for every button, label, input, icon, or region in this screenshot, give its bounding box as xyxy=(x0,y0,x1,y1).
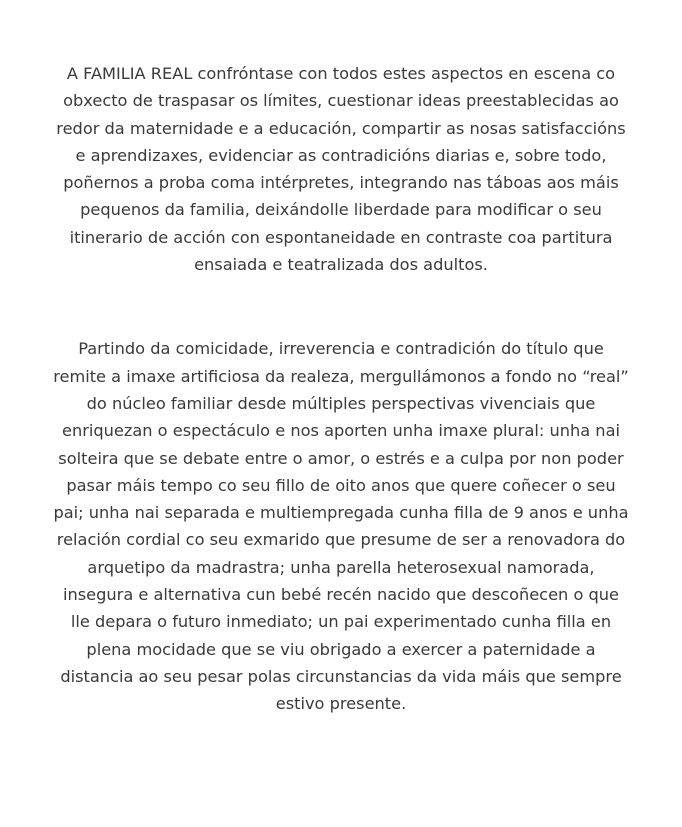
text-line: solteira que se debate entre o amor, o estrés e a culpa por non poder xyxy=(58,448,624,468)
text-line: pequenos da familia, deixándolle liberdade para modificar o seu xyxy=(80,200,602,220)
paragraph-intro xyxy=(40,60,642,278)
text-line: ensaiada e teatralizada dos adultos. xyxy=(194,255,488,275)
text-line: itinerario de acción con espontaneidade en contraste coa partitura xyxy=(69,227,613,247)
text-line: remite a imaxe artificiosa da realeza, mergullámonos a fondo no “real” xyxy=(53,366,629,386)
text-line: enriquezan o espectáculo e nos aporten unha imaxe plural: unha nai xyxy=(62,421,620,441)
text-line: plena mocidade que se viu obrigado a exercer a paternidade a xyxy=(86,639,596,659)
text-line: lle depara o futuro inmediato; un pai experimentado cunha filla en xyxy=(70,612,612,632)
article-body xyxy=(40,60,642,718)
text-line: Partindo da comicidade, irreverencia e contradición do título que xyxy=(78,339,604,359)
text-line: estivo presente. xyxy=(275,694,407,714)
text-line: insegura e alternativa cun bebé recén nacido que descoñecen o que xyxy=(62,585,619,605)
text-line: poñernos a proba coma intérpretes, integrando nas táboas aos máis xyxy=(63,173,619,193)
text-line: e aprendizaxes, evidenciar as contradicións diarias e, sobre todo, xyxy=(75,145,607,165)
text-line: pasar máis tempo co seu fillo de oito anos que quere coñecer o seu xyxy=(66,475,616,495)
text-line: A FAMILIA REAL confróntase con todos estes aspectos en escena co xyxy=(66,64,616,83)
paragraph-perspectives xyxy=(40,335,642,717)
text-line: relación cordial co seu exmarido que presume de ser a renovadora do xyxy=(56,530,626,550)
text-line: distancia ao seu pesar polas circunstancias da vida máis que sempre xyxy=(60,666,622,686)
text-line: redor da maternidade e a educación, compartir as nosas satisfaccións xyxy=(56,118,626,138)
text-line: pai; unha nai separada e multiempregada cunha filla de 9 anos e unha xyxy=(53,503,629,523)
text-line: do núcleo familiar desde múltiples perspectivas vivenciais que xyxy=(86,393,596,413)
text-line: arquetipo da madrastra; unha parella heterosexual namorada, xyxy=(87,557,595,577)
text-line: obxecto de traspasar os límites, cuestionar ideas preestablecidas ao xyxy=(63,91,619,111)
